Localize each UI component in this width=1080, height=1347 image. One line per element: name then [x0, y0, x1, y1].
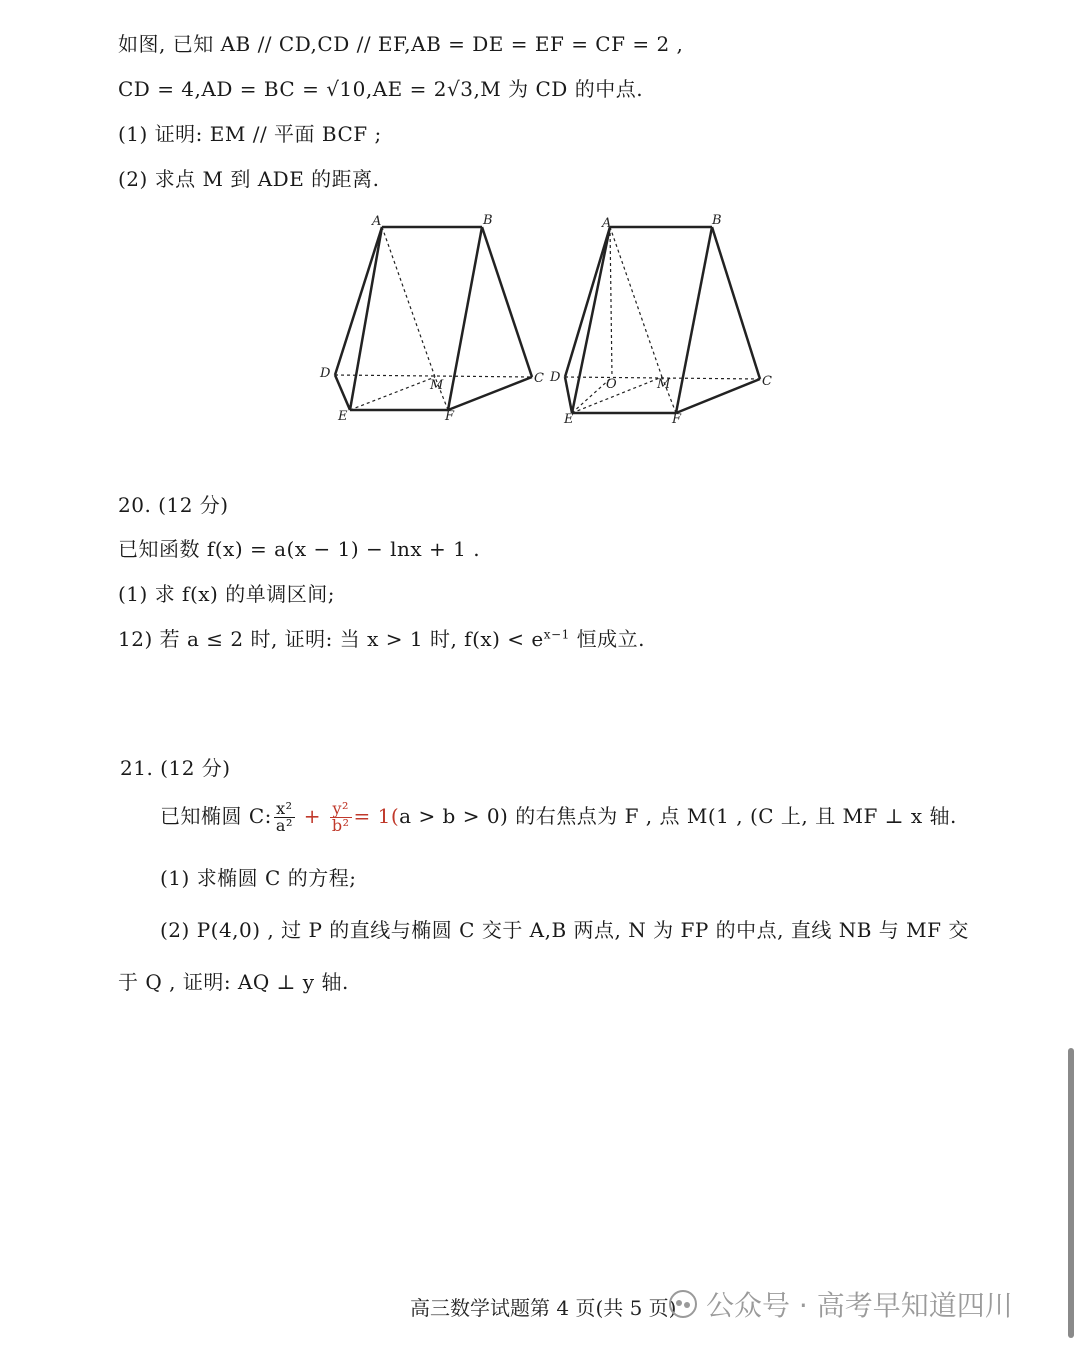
- fig2-label-b: B: [712, 213, 722, 228]
- wechat-icon: [668, 1289, 698, 1319]
- q20-part2-prefix: 12) 若 a ≤ 2 时, 证明: 当 x > 1 时, f(x) < e: [118, 627, 544, 651]
- scrollbar-thumb[interactable]: [1068, 1048, 1074, 1338]
- fig1-label-b: B: [483, 213, 493, 228]
- q21-given-prefix: 已知椭圆 C:: [160, 804, 272, 828]
- fig2-label-m: M: [657, 377, 671, 392]
- q21-plus: +: [303, 804, 321, 828]
- q20-part2-suffix: 恒成立.: [569, 627, 645, 651]
- q21-frac2-num: y²: [330, 801, 352, 818]
- q19-intro-line1: 如图, 已知 AB // CD,CD // EF,AB = DE = EF = CF = 2 ,: [118, 32, 684, 56]
- fig2-label-a: A: [602, 216, 612, 231]
- q19-part1: (1) 证明: EM // 平面 BCF ;: [118, 122, 382, 146]
- page-footer: 高三数学试题第 4 页(共 5 页): [410, 1296, 677, 1320]
- q21-part1: (1) 求椭圆 C 的方程;: [160, 866, 357, 890]
- fig2-label-f: F: [672, 412, 682, 427]
- q21-part2-continued: 于 Q , 证明: AQ ⊥ y 轴.: [118, 970, 349, 994]
- q19-part2: (2) 求点 M 到 ADE 的距离.: [118, 167, 380, 191]
- fig1-label-e: E: [338, 409, 348, 424]
- fig1-label-f: F: [445, 409, 455, 424]
- q20-given: 已知函数 f(x) = a(x − 1) − lnx + 1 .: [118, 537, 481, 561]
- q21-frac2-den: b²: [331, 816, 350, 835]
- fig1-label-m: M: [430, 378, 444, 393]
- fig1-label-c: C: [534, 371, 544, 386]
- q21-frac1-num: x²: [274, 801, 295, 818]
- fig2-label-o: O: [606, 377, 617, 392]
- geometry-figures: [300, 205, 790, 435]
- q19-intro-line2: CD = 4,AD = BC = √10,AE = 2√3,M 为 CD 的中点.: [118, 77, 644, 101]
- fig1-label-d: D: [320, 366, 331, 381]
- q21-equals: = 1(: [353, 804, 400, 828]
- q21-given-suffix: a > b > 0) 的右焦点为 F , 点 M(1 , (C 上, 且 MF ⊥ x 轴.: [399, 804, 957, 828]
- q21-heading: 21. (12 分): [120, 756, 231, 780]
- q21-fraction-x: [274, 801, 295, 834]
- fig2-label-c: C: [762, 374, 772, 389]
- q20-part2-exponent: x−1: [543, 627, 570, 642]
- q20-heading: 20. (12 分): [118, 493, 229, 517]
- q21-frac1-den: a²: [275, 816, 293, 835]
- q20-part1: (1) 求 f(x) 的单调区间;: [118, 582, 335, 606]
- fig2-label-d: D: [550, 370, 561, 385]
- q21-given: [160, 792, 957, 840]
- watermark-text: 公众号 · 高考早知道四川: [706, 1289, 1013, 1322]
- fig1-label-a: A: [372, 214, 382, 229]
- q21-fraction-y: [330, 801, 352, 834]
- fig2-label-e: E: [564, 412, 574, 427]
- q21-part2: (2) P(4,0) , 过 P 的直线与椭圆 C 交于 A,B 两点, N 为 FP 的中点, 直线 NB 与 MF 交: [160, 918, 969, 942]
- q20-part2: [118, 623, 645, 652]
- wechat-watermark: [668, 1284, 1013, 1324]
